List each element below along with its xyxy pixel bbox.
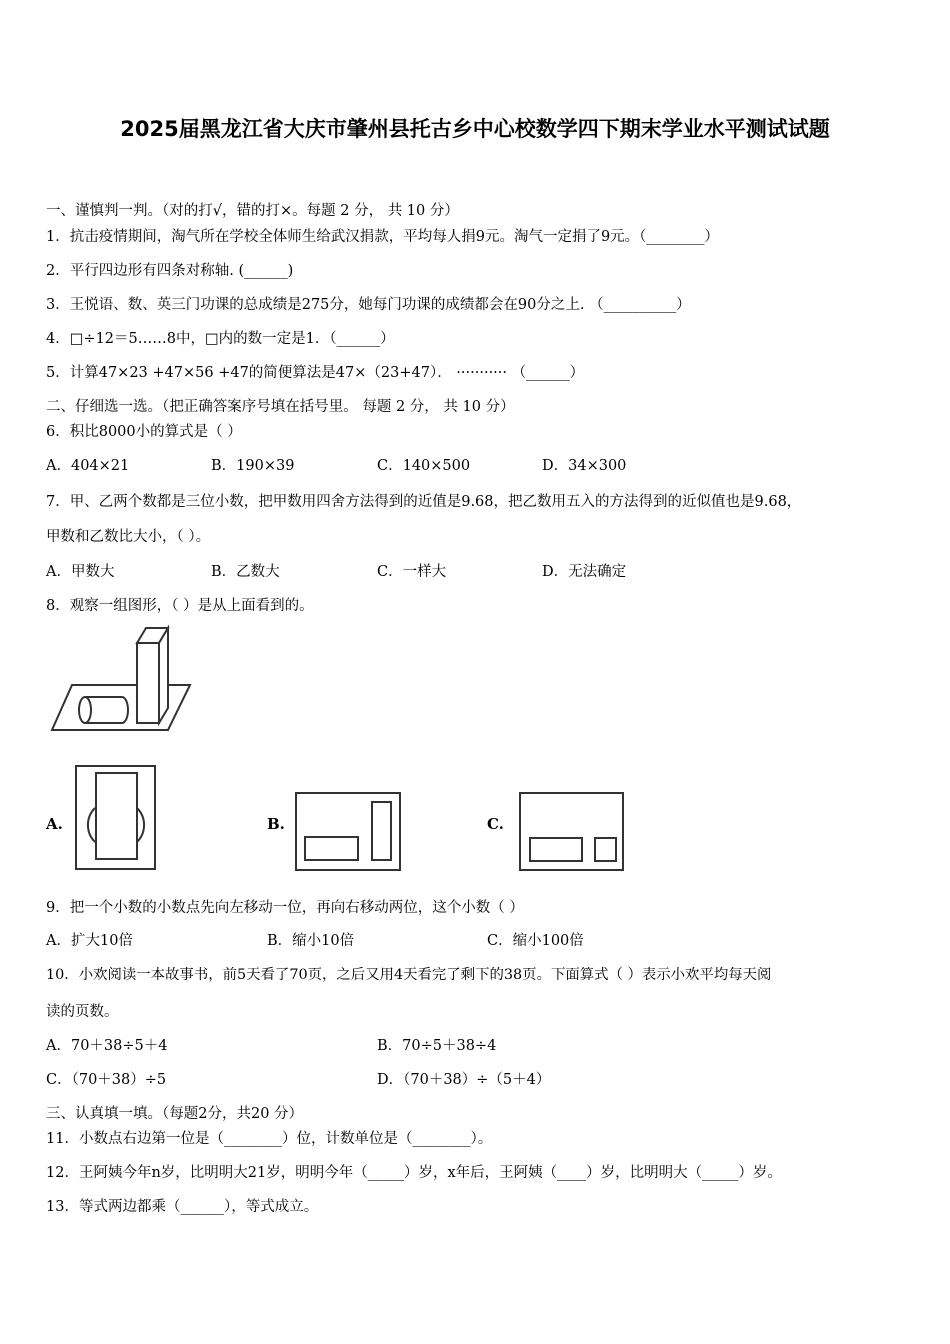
question-2: 2．平行四边形有四条对称轴. (______) [46, 263, 294, 279]
question-8: 8．观察一组图形，（ ）是从上面看到的。 [46, 598, 314, 614]
q7-option-c: C．一样大 [377, 564, 447, 580]
q6-option-d: D．34×300 [542, 458, 627, 474]
q8-option-b-figure [295, 792, 401, 872]
question-7-line-1: 7．甲、乙两个数都是三位小数，把甲数用四舍方法得到的近值是9.68，把乙数用五入的方法得到的近似值也是9.68， [46, 494, 802, 510]
q10-option-c: C．（70＋38）÷5 [46, 1072, 167, 1088]
q10-option-d: D．（70＋38）÷（5＋4） [377, 1072, 551, 1088]
question-9: 9．把一个小数的小数点先向左移动一位，再向右移动两位，这个小数（ ） [46, 900, 524, 916]
question-10-line-2: 读的页数。 [46, 1004, 119, 1020]
q6-option-c: C．140×500 [377, 458, 471, 474]
question-1: 1．抗击疫情期间，淘气所在学校全体师生给武汉捐款，平均每人捐9元。淘气一定捐了9元。（________） [46, 229, 719, 245]
page-title: 2025届黑龙江省大庆市肇州县托古乡中心校数学四下期末学业水平测试试题 [120, 117, 830, 141]
question-4: 4．□÷12＝5……8中，□内的数一定是1．（______） [46, 331, 395, 347]
q8-option-a-figure [75, 765, 157, 871]
q7-option-d: D．无法确定 [542, 564, 627, 580]
q9-option-a: A．扩大10倍 [46, 933, 133, 949]
q8-option-a-label: A. [46, 815, 63, 833]
q6-option-b: B．190×39 [211, 458, 295, 474]
solid-figure [50, 625, 195, 735]
section-2-heading: 二、仔细选一选。（把正确答案序号填在括号里。 每题 2 分， 共 10 分） [46, 399, 515, 415]
q10-option-a: A．70＋38÷5＋4 [46, 1038, 168, 1054]
q7-option-a: A．甲数大 [46, 564, 115, 580]
question-12: 12．王阿姨今年n岁，比明明大21岁，明明今年（_____）岁，x年后，王阿姨（____）岁，比明明大（_____）岁。 [46, 1165, 782, 1181]
q9-option-b: B．缩小10倍 [267, 933, 355, 949]
question-13: 13．等式两边都乘（______），等式成立。 [46, 1199, 319, 1215]
question-5: 5．计算47×23 +47×56 +47的简便算法是47×（23+47）． ··········· （______） [46, 365, 585, 381]
question-7-line-2: 甲数和乙数比大小，（ ）。 [46, 529, 211, 545]
question-3: 3．王悦语、数、英三门功课的总成绩是275分，她每门功课的成绩都会在90分之上. （__________） [46, 297, 691, 313]
question-10-line-1: 10．小欢阅读一本故事书，前5天看了70页，之后又用4天看完了剩下的38页。下面算式（ ）表示小欢平均每天阅 [46, 967, 772, 983]
q6-option-a: A．404×21 [46, 458, 130, 474]
q8-option-c-label: C. [487, 815, 504, 833]
section-1-heading: 一、谨慎判一判。（对的打√，错的打×。每题 2 分， 共 10 分） [46, 203, 459, 219]
q9-option-c: C．缩小100倍 [487, 933, 584, 949]
q8-option-b-label: B. [267, 815, 285, 833]
q8-option-c-figure [519, 792, 625, 872]
q10-option-b: B．70÷5＋38÷4 [377, 1038, 497, 1054]
section-3-heading: 三、认真填一填。（每题2分，共20 分） [46, 1106, 304, 1122]
question-11: 11．小数点右边第一位是（________）位，计数单位是（________）。 [46, 1131, 493, 1147]
question-6: 6．积比8000小的算式是（ ） [46, 424, 242, 440]
q7-option-b: B．乙数大 [211, 564, 280, 580]
